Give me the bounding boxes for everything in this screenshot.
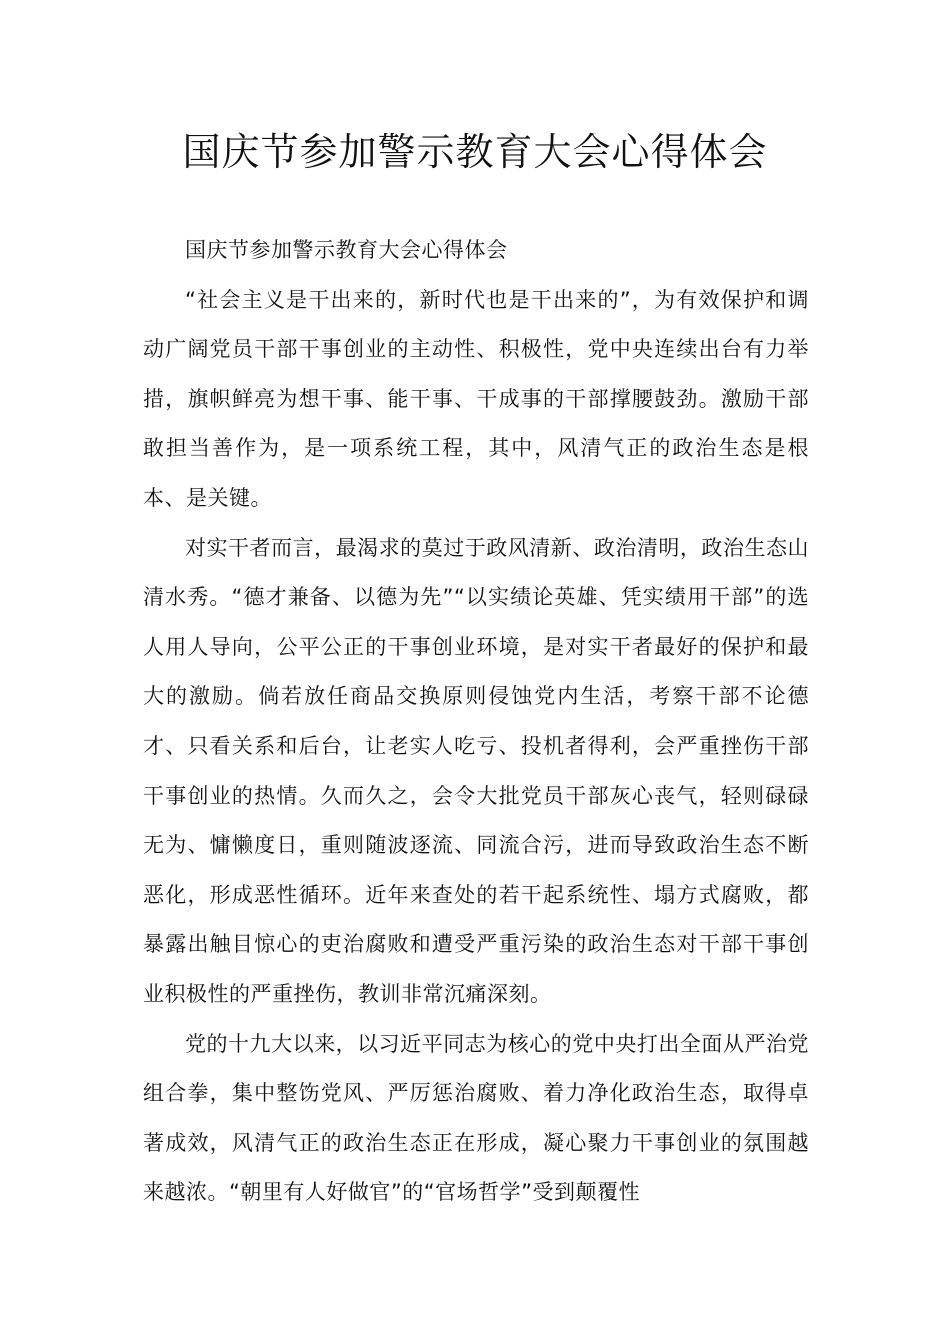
paragraph-3: 党的十九大以来，以习近平同志为核心的党中央打出全面从严治党组合拳，集中整饬党风、严厉惩治腐败、着力净化政治生态，取得卓著成效，风清气正的政治生态正在形成，凝心聚力干事创业的氛围越来越浓。“朝里有人好做官”的“官场哲学”受到颠覆性 (143, 1031, 809, 1205)
paragraph-1: “社会主义是干出来的，新时代也是干出来的”，为有效保护和调动广阔党员干部干事创业的主动性、积极性，党中央连续出台有力举措，旗帜鲜亮为想干事、能干事、干成事的干部撑腰鼓劲。激励干部敢担当善作为，是一项系统工程，其中，风清气正的政治生态是根本、是关键。 (143, 287, 809, 510)
document-body (143, 226, 809, 1218)
document-title: 国庆节参加警示教育大会心得体会 (182, 130, 768, 174)
paragraph-2: 对实干者而言，最渴求的莫过于政风清新、政治清明，政治生态山清水秀。“德才兼备、以德为先”“以实绩论英雄、凭实绩用干部”的选人用人导向，公平公正的干事创业环境，是对实干者最好的保护和最大的激励。倘若放任商品交换原则侵蚀党内生活，考察干部不论德才、只看关系和后台，让老实人吃亏、投机者得利，会严重挫伤干部干事创业的热情。久而久之，会令大批党员干部灰心丧气，轻则碌碌无为、慵懒度日，重则随波逐流、同流合污，进而导致政治生态不断恶化，形成恶性循环。近年来查处的若干起系统性、塌方式腐败，都暴露出触目惊心的吏治腐败和遭受严重污染的政治生态对干部干事创业积极性的严重挫伤，教训非常沉痛深刻。 (143, 535, 809, 1006)
paragraph-subtitle: 国庆节参加警示教育大会心得体会 (185, 238, 508, 262)
